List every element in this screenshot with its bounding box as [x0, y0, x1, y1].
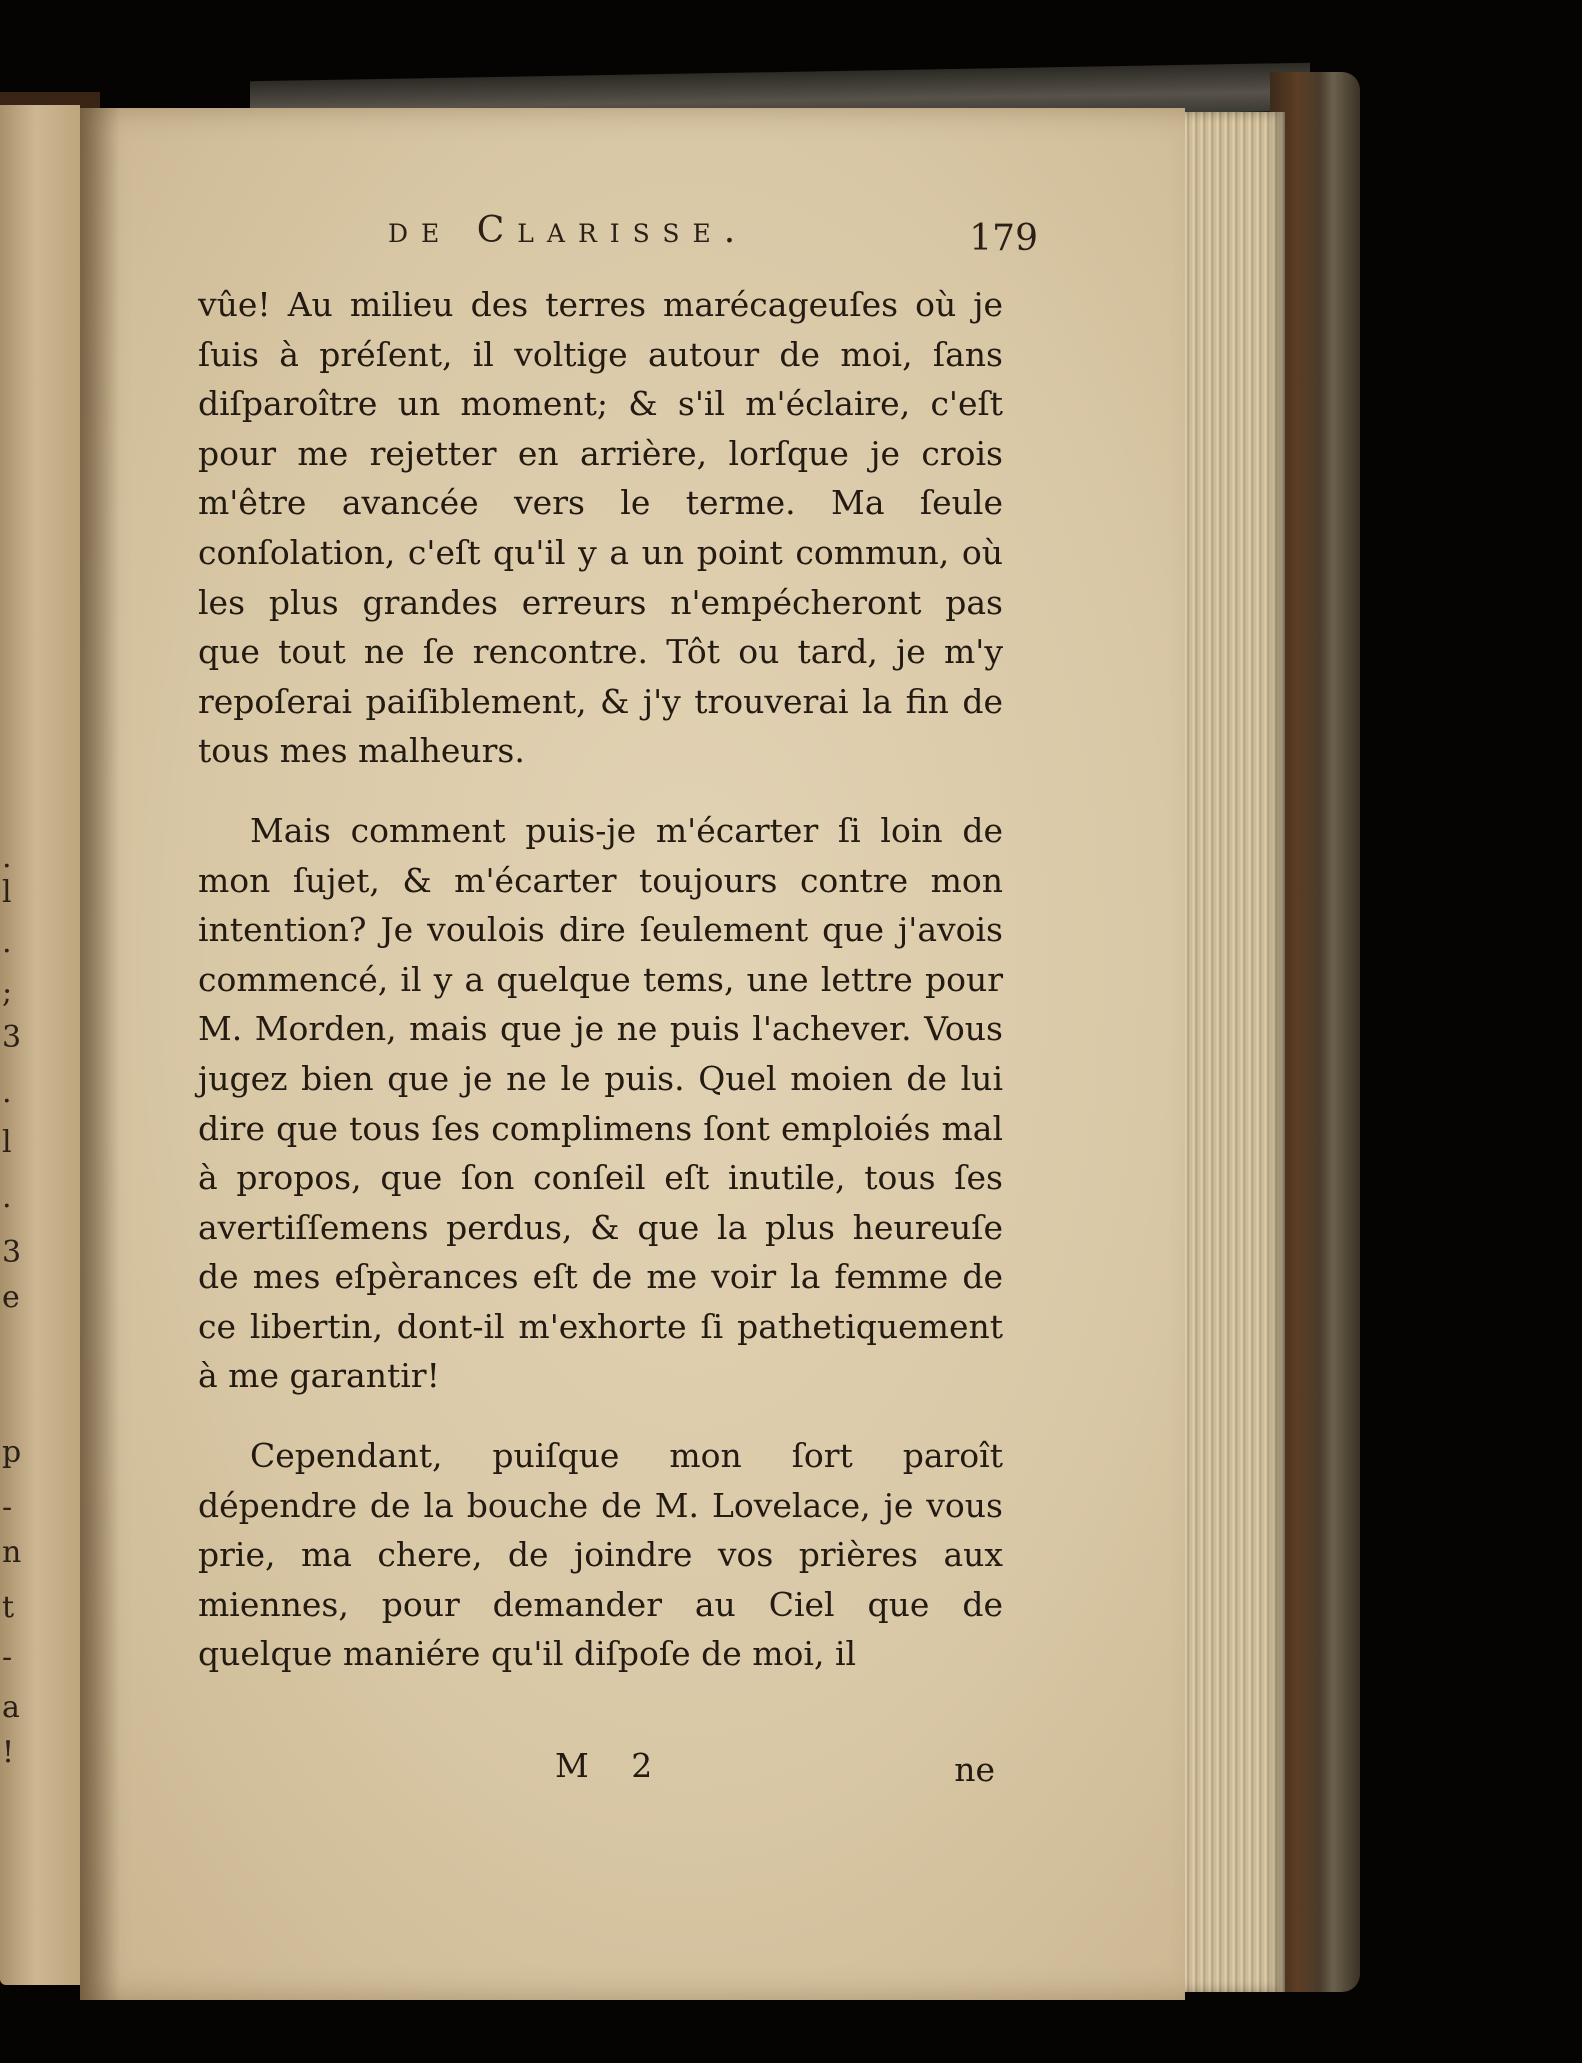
gutter-shadow: [80, 108, 120, 2000]
facing-page-char: 3: [2, 1020, 22, 1055]
facing-page-char: -: [2, 1490, 13, 1525]
facing-page-char: ;: [2, 975, 13, 1010]
facing-page-char: .: [2, 840, 12, 875]
facing-page-char: 3: [2, 1235, 22, 1270]
facing-page-char: p: [2, 1435, 22, 1470]
facing-page-char: t: [2, 1590, 15, 1625]
facing-page-char: n: [2, 1535, 22, 1570]
paragraph: Mais comment puis-je m'écarter ſi loin de mon ſujet, & m'écarter toujours contre mon intention? Je voulois dire ſeulement que j'avois commencé, il y a quelque tems, une lettre pour M. Morden, mais que je ne puis l'achever. Vous jugez bien que je ne le puis. Quel moien de lui dire que tous ſes complimens ſont emploiés mal à propos, que ſon conſeil eſt inutile, tous ſes avertiſſemens perdus, & que la plus heureuſe de mes eſpèrances eſt de me voir la femme de ce libertin, dont-il m'exhorte ſi pathetiquement à me garantir!: [198, 810, 1003, 1396]
facing-page-char: .: [2, 1075, 12, 1110]
facing-page-fragment: [0, 105, 80, 1985]
signature-mark: M 2: [555, 1746, 669, 1785]
facing-page-char: e: [2, 1280, 20, 1315]
catchword: ne: [954, 1750, 995, 1789]
page-number: 179: [969, 218, 1038, 259]
page-header: [388, 210, 1038, 270]
facing-page-char: l: [2, 875, 12, 910]
facing-page-char: -: [2, 1640, 13, 1675]
page-body-text: [198, 280, 1003, 1679]
facing-page-char: .: [2, 925, 12, 960]
facing-page-char: !: [2, 1735, 15, 1770]
running-title: de Clarisse.: [388, 210, 749, 251]
page-footer: [555, 1746, 995, 1796]
facing-page-char: .: [2, 1180, 12, 1215]
paragraph: Cependant, puiſque mon ſort paroît dépendre de la bouche de M. Lovelace, je vous prie, ma chere, de joindre vos prières aux miennes, pour demander au Ciel que de quelque maniére qu'il diſpoſe de moi, il: [198, 1436, 1003, 1674]
paragraph: vûe! Au milieu des terres marécageuſes où je ſuis à préſent, il voltige autour de moi, ſans diſparoître un moment; & s'il m'éclaire, c'eſt pour me rejetter en arrière, lorſque je crois m'être avancée vers le terme. Ma ſeule conſolation, c'eſt qu'il y a un point commun, où les plus grandes erreurs n'empécheront pas que tout ne ſe rencontre. Tôt ou tard, je m'y repoſerai paiſiblement, & j'y trouverai la fin de tous mes malheurs.: [198, 285, 1003, 771]
facing-page-char: a: [2, 1690, 20, 1725]
page-block-edges: [1175, 112, 1285, 1992]
facing-page-char: l: [2, 1125, 12, 1160]
